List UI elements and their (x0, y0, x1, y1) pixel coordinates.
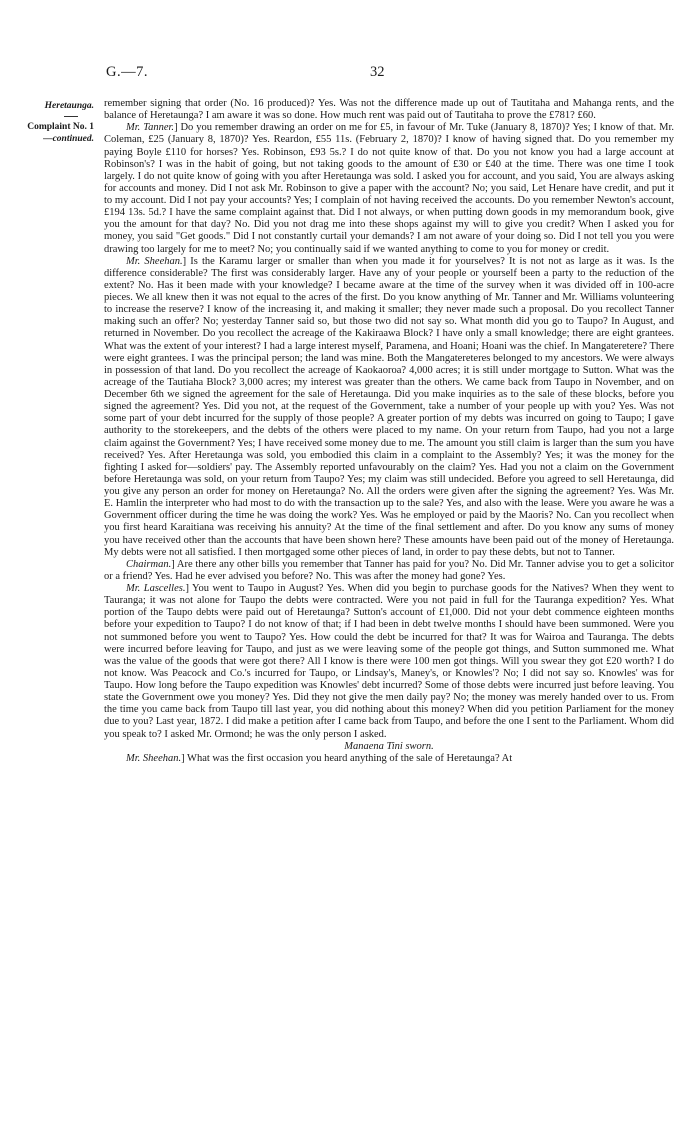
margin-label-complaint: Complaint No. 1 (27, 122, 94, 133)
document-body (104, 98, 674, 765)
paragraph-6 (104, 753, 674, 765)
paragraph-2-text: ] Do you remember drawing an order on me for £5, in favour of Mr. Tuke (January 8, 1870)? Yes; I know of that. Mr. Coleman, £25 (January 8, 1870)? Yes. Reardon, £55 11s. (February 2, 1870)? I know of having signed that. Do you remember my paying Boyle £110 for horses? Yes. Robinson, £93 5s.? I do not quite know of that. Do you not know you had a large account at Robinson's? I was in the habit of going, but not taking goods to the amount of £30 or £40 at the time. There was one time I took largely. I do not quite know of going with you after Heretaunga was sold. I asked you for account, and you said, You are always asking for accounts and money. Did I not ask Mr. Robinson to give a paper with the account? No; you said, Let Henare have credit, and put it to my account. Did I not pay your accounts? Yes; I complain of not having received the accounts. Do you remember Newton's account, £194 13s. 5d.? I have the same complaint against that. Did I not always, or when putting down goods in my memorandum book, give you the amount for that day? No. Did you not drag me into these shops against my will to give you credit? When I asked you for money, you said "Get goods." Did I not constantly curtail your demands? I am not aware of your doing so. Did I not tell you you were drawing too largely for me to meet? No; you continually said if we wanted anything to come to you for money or credit. (104, 122, 674, 255)
paragraph-5 (104, 583, 674, 741)
paragraph-3-text: ] Is the Karamu larger or smaller than when you made it for yourselves? It is not not as large as it was. Is the difference considerable? The first was considerably larger. Have any of your people or yourself been a party to the reduction of the extent? No. Has it been made with your knowledge? I became aware at the time of the survey when it was divided off in 100-acre pieces. We all knew then it was not equal to the acres of the first. Do you know anything of Mr. Tanner and Mr. Williams volunteering to increase the reserve? I know of the increasing it, and making it smaller; they never made such a proposal. Do you recollect Tanner making such an offer? No; yesterday Tanner said so, but those two did not say so. What month did you go to Taupo? In August, and returned in November. Do you recollect the acreage of the Kakiraawa Block? I have only a small knowledge; there are eight grantees. What was the extent of your interest? I had a large interest myself, Paramena, and Hoani; Hoani was the chief. In Mangateretere? There were eight grantees. I was the principal person; the land was mine. Both the Mangatereteres belonged to my ancestors. We were always in possession of that land. Do you recollect the acreage of Kaokaoroa? 4,000 acres; it is still under mortgage to Sutton. What was the acreage of the Tautiaha Block? 3,000 acres; my interest was greater than the others. We came back from Taupo in November, and on December 6th we signed the agreement for the sale of Heretaunga. Did you make inquiries as to the sale of these blocks, before you signed the agreement? Yes. Did you not, at the request of the Government, take a number of your people up with you? Yes. Was not some part of your debt incurred for the supply of those people? A greater portion of my debts was incurred on going to Taupo; I gave authority to the storekeepers, and the debts of the others were placed to my name. On your return from Taupo, had you not a large claim against the Government? Yes; I have received some money due to me. The amount you still claim is larger than the sum you have received? Yes. After Heretaunga was sold, you embodied this claim in a complaint to the Assembly? Yes; it was the money for the fighting I asked for—soldiers' pay. The Assembly reported unfavourably on the claim? Yes. Had you not a claim on the Government before Heretaunga was sold, on your return from Taupo? Yes; my claim was still undecided. Before you agreed to sell Heretaunga, did you give any person an order for money on Heretaunga? No. All the orders were given after the signing the agreement? Yes. Was Mr. E. Hamlin the interpreter who had most to do with the transaction up to the sale? Yes, and also with the lease. Were you aware he was a Government officer during the time he was doing the work? Yes. Was he employed or paid by the Maoris? No. Can you recollect when you first heard Karaitiana was receiving his annuity? At the time of the final settlement and after. Do you know any sums of money you have received other than the accounts that have been shown here? These amounts have been paid out of the money of Heretaunga. My debts were not all satisfied. I then mortgaged some other pieces of land, in order to pay these debts, but not to Tanner. (104, 255, 674, 558)
margin-label-heretaunga: Heretaunga. (44, 101, 94, 111)
speaker-sheehan-2: Mr. Sheehan. (126, 752, 182, 764)
speaker-lascelles: Mr. Lascelles. (126, 583, 186, 594)
margin-note (2, 100, 94, 146)
paragraph-4-text: ] Are there any other bills you remember that Tanner has paid for you? No. Did Mr. Tanner advise you to get a solicitor or a friend? Yes. Had he ever advised you before? No. This was after the money had gone? Yes. (104, 558, 674, 582)
paragraph-1: remember signing that order (No. 16 produced)? Yes. Was not the difference made up out of Tautitaha and Mahanga rents, and the balance of Heretaunga? I am aware it was so done. How much rent was paid out of Tautitaha to prove the £781? £60. (104, 98, 674, 122)
paragraph-3 (104, 256, 674, 559)
paragraph-5-text: ] You went to Taupo in August? Yes. When did you begin to purchase goods for the Natives? When they went to Tauranga; it was not alone for Taupo the debts were contracted. Were you not paid in full for the Tauranga expedition? Yes. What portion of the Taupo debts were paid out of Heretaunga? Sutton's account of £1,000. Did not your debt commence eighteen months before your expedition to Taupo? I do not know of that; if I had been in debt twelve months I should have been summoned. Were you not summoned before you went to Taupo? Yes. How could the debt be incurred for that? It was for Wairoa and Tauranga. The debts were incurred before leaving for Taupo, and just as we were leaving some of the people got things, and Sutton summoned me. What was the value of the goods that were got there? All I know is there were 100 men got things. Will you swear they got £20 worth? I do not know. Was Peacock and Co.'s incurred for Taupo, or Lindsay's, Maney's, or Knowles'? No; I did not say so. Knowles' was for Taupo. How long before the Taupo expedition was Knowles' debt incurred? Some of those debts were incurred just before leaving. You state the Government owe you money? Yes. Did they not give the men daily pay? No; the money was merely handed over to us. From the time you came back from Taupo till last year, you did nothing about this money? When did you petition Parliament for the money due to you? Last year, 1872. I did make a petition after I came back from Taupo, and before the one I sent to the Parliament. Whom did you speak to? I asked Mr. Ormond; he was the only person I asked. (104, 583, 674, 740)
margin-rule (64, 116, 78, 117)
page-number: 32 (370, 64, 385, 80)
paragraph-2 (104, 122, 674, 255)
page-header (100, 64, 660, 84)
speaker-sheehan: Mr. Sheehan. (126, 255, 183, 267)
speaker-tanner: Mr. Tanner. (126, 122, 175, 134)
speaker-chairman: Chairman. (126, 558, 172, 570)
paragraph-4 (104, 559, 674, 583)
page-code: G.—7. (106, 64, 148, 80)
sworn-heading: Manaena Tini sworn. (344, 740, 434, 752)
margin-label-continued: —continued. (43, 134, 94, 145)
paragraph-6-text: ] What was the first occasion you heard anything of the sale of Heretaunga? At (181, 752, 513, 764)
